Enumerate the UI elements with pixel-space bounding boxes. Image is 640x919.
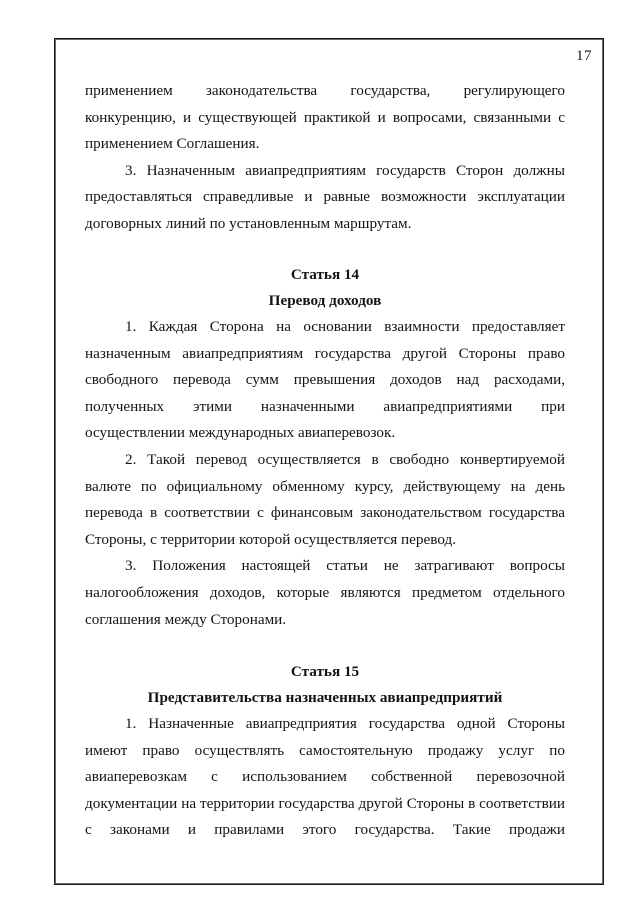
article-14-number: Статья 14 <box>290 266 360 283</box>
page-number: 17 <box>576 48 592 64</box>
article-14-paragraph-2: 2. Такой перевод осуществляется в свободно конвертируемой валюте по официальному обменному курсу, действующему на день перевода в соответствии с финансовым законодательством государства Стороны, с территории которой осуществляется перевод. <box>85 450 565 548</box>
continued-text-block <box>85 78 565 238</box>
paragraph-continued-3: 3. Назначенным авиапредприятиям государств Сторон должны предоставляться справедливые и равные возможности эксплуатации договорных линий по установленным маршрутам. <box>85 161 565 232</box>
article-15-title: Представительства назначенных авиапредприятий <box>147 689 503 706</box>
article-14-paragraph-3: 3. Положения настоящей статьи не затрагивают вопросы налогообложения доходов, которые являются предметом отдельного соглашения между Сторонами. <box>85 557 565 628</box>
article-15-body <box>85 711 565 844</box>
article-14-title: Перевод доходов <box>268 292 382 309</box>
article-15-number: Статья 15 <box>290 663 360 680</box>
paragraph-continued-rest: конкуренцию, и существующей практикой и вопросами, связанными с применением Соглашения. <box>85 108 565 153</box>
article-14-body <box>85 314 565 633</box>
article-15-paragraph-1: 1. Назначенные авиапредприятия государства одной Стороны имеют право осуществлять самостоятельную продажу услуг по авиаперевозкам с использованием собственной перевозочной документации на территории государства другой Стороны в соответствии с законами и правилами этого государства. Такие продажи <box>85 715 565 839</box>
paragraph-continued-line1: применением законодательства государства, регулирующего <box>85 82 565 99</box>
article-14-paragraph-1: 1. Каждая Сторона на основании взаимности предоставляет назначенным авиапредприятиям государства другой Стороны право свободного перевода сумм превышения доходов над расходами, полученных этими назначенными авиапредприятиями при осуществлении международных авиаперевозок. <box>85 318 565 442</box>
